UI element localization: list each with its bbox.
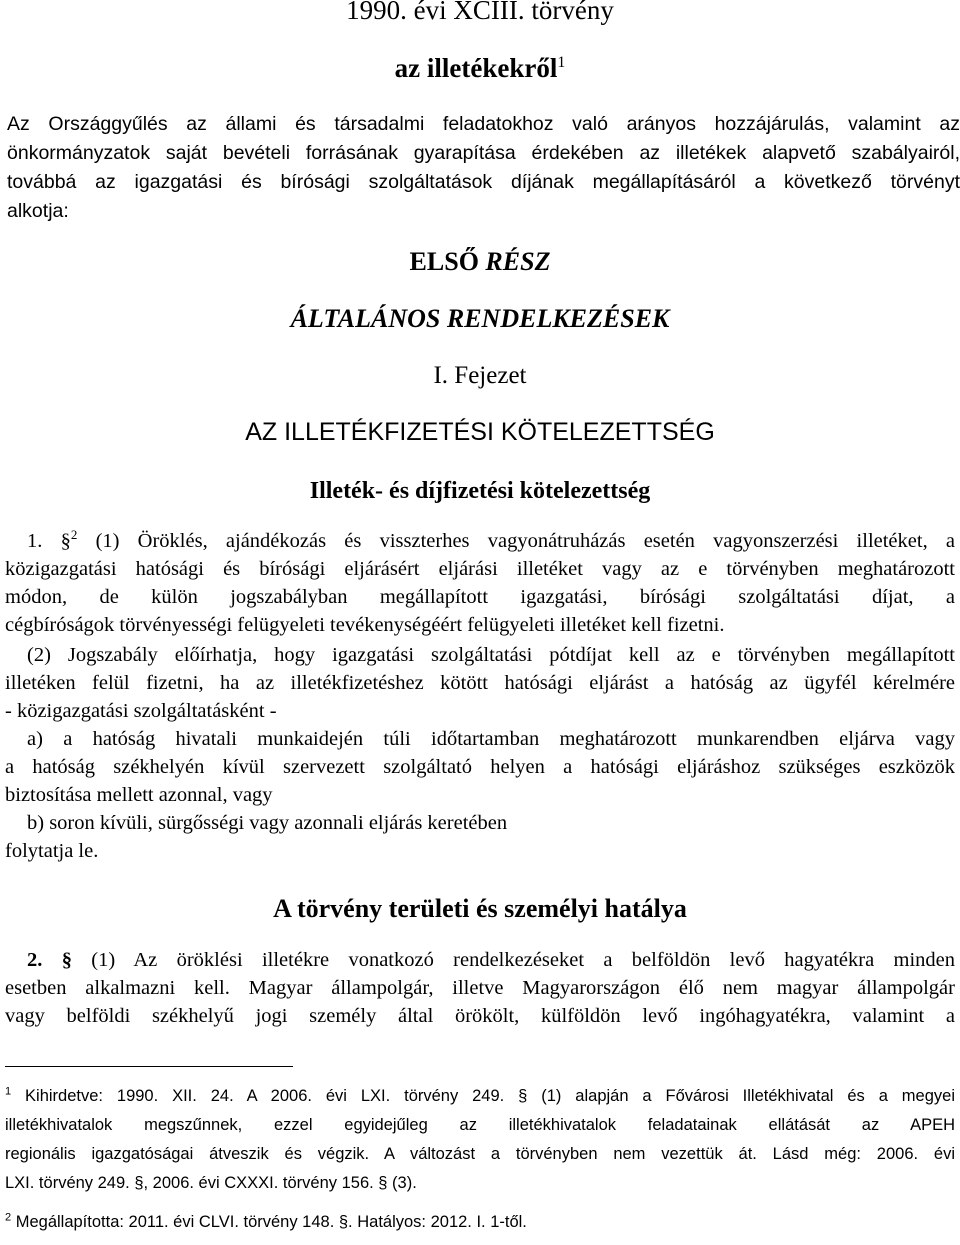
section-1-p2-line: a hatóság székhelyén kívül szervezett szolgáltató helyen a hatósági eljáráshoz szükséges eszközök bbox=[5, 756, 955, 778]
section-2-paragraph-1 bbox=[5, 946, 955, 1030]
section-1-p2-line: a) a hatóság hivatali munkaidején túli időtartamban meghatározott munkarendben eljárva vagy bbox=[27, 728, 955, 750]
preamble-line: alkotja: bbox=[7, 200, 69, 222]
section-number: 1. § bbox=[27, 530, 71, 552]
section-1-paragraph-1 bbox=[5, 527, 955, 639]
preamble-line: önkormányzatok saját bevételi forrásának gyarapítása érdekében az illetékek alapvető szabályairól, bbox=[7, 142, 960, 164]
general-provisions-heading: ÁLTALÁNOS RENDELKEZÉSEK bbox=[290, 304, 670, 333]
footnote-ref-2[interactable]: 2 bbox=[70, 527, 78, 543]
footnote-text: Kihirdetve: 1990. XII. 24. A 2006. évi LXI. törvény 249. § (1) alapján a Fővárosi Illetékhivatal és a megyei bbox=[25, 1087, 955, 1105]
law-subtitle-text: az illetékekről bbox=[394, 53, 558, 83]
footnote-line bbox=[5, 1082, 955, 1111]
section-1-line: módon, de külön jogszabályban megállapított igazgatási, bírósági szolgáltatási díjat, a bbox=[5, 586, 955, 608]
section-2-line bbox=[5, 946, 955, 974]
section-1-line: közigazgatási hatósági és bírósági eljárásért eljárási illetéket vagy az e törvényben meghatározott bbox=[5, 558, 955, 580]
footnote-ref-1[interactable]: 1 bbox=[557, 54, 566, 71]
part-heading-prefix: ELSŐ bbox=[409, 247, 486, 276]
preamble-line: továbbá az igazgatási és bírósági szolgáltatások díjának megállapításáról a következő törvényt bbox=[7, 171, 960, 193]
part-heading-suffix: RÉSZ bbox=[485, 247, 551, 276]
section-1-p2-line: folytatja le. bbox=[5, 840, 99, 862]
footnote-number: 1 bbox=[5, 1085, 12, 1098]
section-1-p2-line: (2) Jogszabály előírhatja, hogy igazgatási szolgáltatási pótdíjat kell az e törvényben megállapított bbox=[27, 644, 955, 666]
section-1-line bbox=[5, 527, 955, 555]
scope-heading: A törvény területi és személyi hatálya bbox=[273, 894, 687, 923]
footnote-text: Megállapította: 2011. évi CLVI. törvény 148. §. Hatályos: 2012. I. 1-től. bbox=[15, 1213, 527, 1231]
section-2-line: vagy belföldi székhelyű jogi személy által örökölt, külföldön levő ingóhagyatékra, valamint a bbox=[5, 1005, 955, 1027]
law-title: 1990. évi XCIII. törvény bbox=[346, 0, 614, 25]
section-2-line: esetben alkalmazni kell. Magyar állampolgár, illetve Magyarországon élő nem magyar állampolgár bbox=[5, 977, 955, 999]
section-1-p2-line: b) soron kívüli, sürgősségi vagy azonnali eljárás keretében bbox=[27, 812, 508, 834]
chapter-number: I. Fejezet bbox=[433, 362, 527, 389]
preamble-line: Az Országgyűlés az állami és társadalmi feladatokhoz való arányos hozzájárulás, valamint az bbox=[7, 113, 960, 135]
footnote-1 bbox=[5, 1082, 955, 1198]
footnote-line: regionális igazgatóságai átveszik és végzik. A változást a törvényben nem vezettük át. Lásd még: 2006. évi bbox=[5, 1145, 955, 1163]
section-1-paragraph-2 bbox=[5, 641, 955, 865]
section-heading: Illeték- és díjfizetési kötelezettség bbox=[309, 478, 651, 504]
section-2-text: (1) Az öröklési illetékre vonatkozó rendelkezéseket a belföldön levő hagyatékra minden bbox=[91, 949, 956, 971]
section-1-line: cégbíróságok törvényességi felügyeleti tevékenységéért felügyeleti illetéket kell fizetni. bbox=[5, 614, 725, 636]
footnote-line: illetékhivatalok megszűnnek, ezzel egyidejűleg az illetékhivatalok feladatainak ellátását az APEH bbox=[5, 1116, 955, 1134]
section-number: 2. § bbox=[27, 949, 72, 971]
footnote-2 bbox=[5, 1208, 955, 1237]
footnote-number: 2 bbox=[5, 1211, 12, 1224]
chapter-title: AZ ILLETÉKFIZETÉSI KÖTELEZETTSÉG bbox=[245, 418, 715, 446]
section-1-p2-line: - közigazgatási szolgáltatásként - bbox=[5, 700, 277, 722]
section-1-text: (1) Öröklés, ajándékozás és visszterhes vagyonátruházás esetén vagyonszerzési illetéket, a bbox=[95, 530, 956, 552]
section-1-p2-line: illetéken felül fizetni, ha az illetékfizetéshez kötött hatósági eljárást a hatóság az ügyfél kérelmére bbox=[5, 672, 955, 694]
part-heading bbox=[0, 246, 960, 278]
section-1-p2-line: biztosítása mellett azonnal, vagy bbox=[5, 784, 273, 806]
preamble bbox=[7, 110, 960, 226]
footnote-line: LXI. törvény 249. §, 2006. évi CXXXI. törvény 156. § (3). bbox=[5, 1174, 417, 1192]
footnote-separator bbox=[5, 1066, 293, 1067]
law-subtitle bbox=[0, 52, 960, 84]
footnote-line bbox=[5, 1208, 955, 1237]
footnotes bbox=[5, 1082, 955, 1237]
